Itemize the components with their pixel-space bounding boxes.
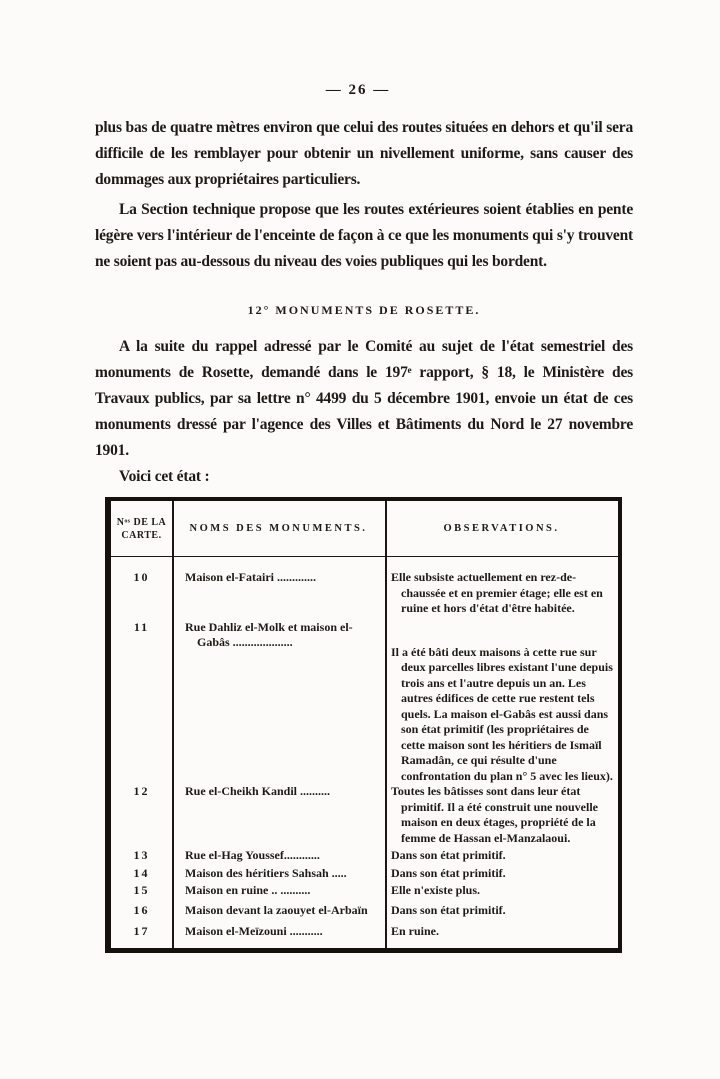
column-divider-2 [385,501,387,948]
monument-name-cell: Rue el-Cheikh Kandil .......... [185,784,331,798]
map-number-cell: 10 [133,570,150,584]
map-number-cell: 17 [133,924,150,938]
monument-name-cell: Rue Dahliz el-Molk et maison el-Gabâs .................... [185,619,353,649]
map-number-cell: 12 [133,784,150,798]
monument-name-cell: Rue el-Hag Youssef............ [185,848,320,862]
monument-name-cell: Maison en ruine .. .......... [185,883,311,897]
observation-cell: Il a été bâti deux maisons à cette rue sur deux parcelles libres existant l'une depuis trois ans et l'autre depuis un an. Les autres édifices de cette rue restent tels quels. La maison el-Gabâs est aussi dans son état primitif (les propriétaires de cette maison sont les héritiers de Ismaïl Ramadân, ce qui résulte d'une confrontation du plan n° 5 avec les lieux). [391,644,613,783]
table-intro: Voici cet état : [119,468,210,485]
table-row [111,866,618,882]
observation-cell: Elle n'existe plus. [391,883,481,897]
table-row [111,620,618,785]
monument-name-cell: Maison devant la zaouyet el-Arbaïn [185,902,368,917]
monument-name-cell: Maison el-Meïzouni ........... [185,924,323,938]
observation-cell: Toutes les bâtisses sont dans leur état primitif. Il a été construit une nouvelle maison en deux étages, propriété de la femme de Hassan el-Manzalaoui. [391,784,598,845]
header-observations: OBSERVATIONS. [443,522,560,534]
header-monument-names: NOMS DES MONUMENTS. [189,522,368,534]
page-number: — 26 — [325,82,391,98]
map-number-cell: 15 [133,883,150,897]
table-row [111,848,618,864]
monument-name-cell: Maison el-Fatairi ............. [185,570,316,584]
map-number-cell: 13 [133,848,150,862]
paragraph-3: A la suite du rappel adressé par le Comité au sujet de l'état semestriel des monuments de Rosette, demandé dans le 197ᵉ rapport, § 18, le Ministère des Travaux publics, par sa lettre n° 4499 du 5 décembre 1901, envoie un état de ces monuments dressé par l'agence des Villes et Bâtiments du Nord le 27 novembre 1901. [95,338,633,459]
table-row [111,883,618,899]
table-row [111,784,618,846]
monuments-table [105,497,622,953]
table-row [111,903,618,919]
observation-cell: Dans son état primitif. [391,902,506,917]
paragraph-1: plus bas de quatre mètres environ que celui des routes situées en dehors et qu'il sera difficile de les remblayer pour obtenir un nivellement uniforme, sans causer des dommages aux propriétaires particuliers. [95,119,633,188]
observation-cell: Dans son état primitif. [391,865,506,880]
map-number-cell: 11 [133,619,150,634]
column-divider-1 [172,501,174,948]
observation-cell: Elle subsiste actuellement en rez-de-chaussée et en premier étage; elle est en ruine et hors d'état d'être habitée. [391,570,603,615]
table-row [111,924,618,940]
monument-name-cell: Maison des héritiers Sahsah ..... [185,865,347,880]
header-map-number: Nᵒˢ DE LA CARTE. [116,516,167,541]
table-header-row [111,501,618,557]
paragraph-2: La Section technique propose que les routes extérieures soient établies en pente légère vers l'intérieur de l'enceinte de façon à ce que les monuments qui s'y trouvent ne soient pas au-dessous du niveau des voies publiques qui les bordent. [95,201,633,270]
table-row [111,570,618,617]
section-heading: 12° MONUMENTS DE ROSETTE. [247,303,481,317]
map-number-cell: 16 [133,902,150,917]
observation-cell: Dans son état primitif. [391,848,506,862]
observation-cell: En ruine. [391,924,440,938]
map-number-cell: 14 [133,865,150,880]
